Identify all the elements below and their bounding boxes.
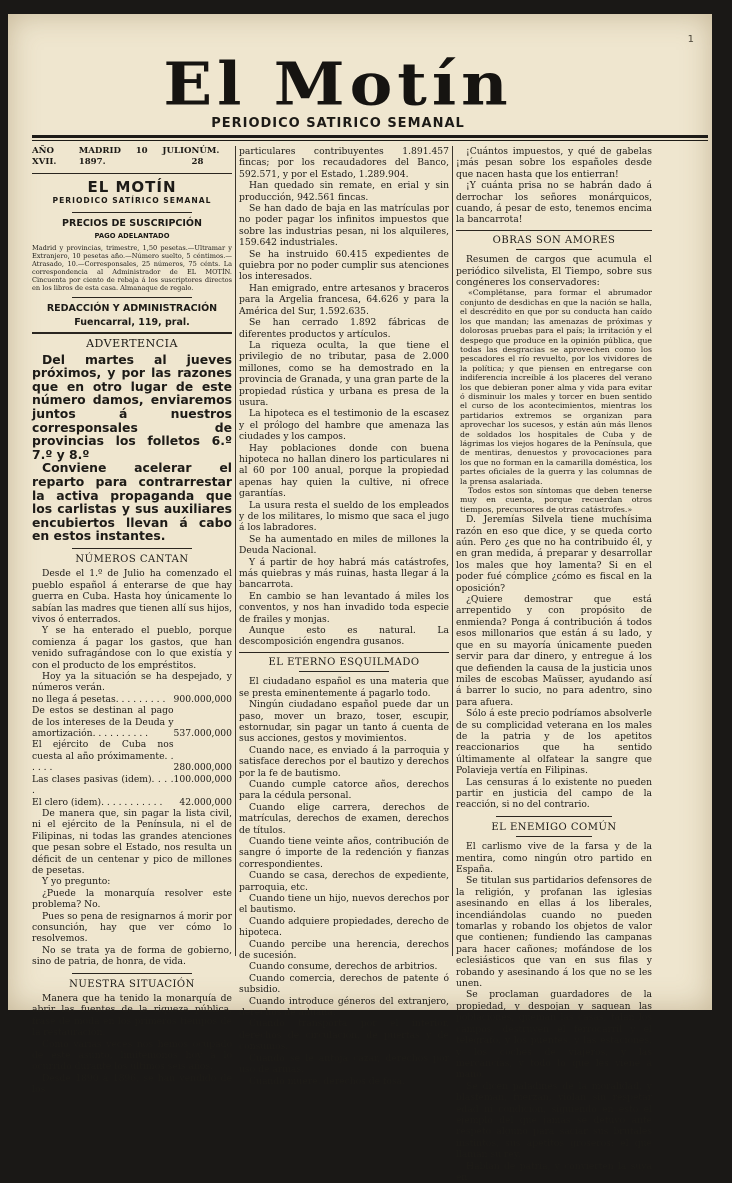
- paragraph: ¡Y cuánta prisa no se habrán dado á derrochar los señores monárquicos, cuando, á pesar de esto, tenemos encima la bancarrota!: [456, 180, 652, 226]
- paragraph: Manera que ha tenido la monarquía de abrir las fuentes de la riqueza pública, frase de moda en los primeros tiempos de la restauración.: [32, 993, 232, 1039]
- dateline-year: AÑO XVII.: [32, 146, 57, 168]
- paragraph: Sólo á este precio podríamos absolverle de su complicidad veterana en los males de la patria y de los apetitos reaccionarios que ha sentido últimamente al olfatear la sangre que Polavieja vertía en Filipinas.: [456, 708, 652, 777]
- newspaper-page: [8, 14, 712, 1183]
- dateline-number: NÚM. 28: [191, 146, 220, 168]
- masthead-rule-thin: [32, 140, 708, 141]
- inner-logo: EL MOTÍN: [87, 177, 177, 196]
- dateline: [32, 146, 232, 169]
- divider: [32, 173, 232, 174]
- table-row: Las clases pasivas (idem). . . . . 100.000,000: [32, 773, 232, 797]
- paragraph: No se trata ya de forma de gobierno, sino de patria, de honra, de vida.: [32, 944, 232, 968]
- paragraph: Cuando introduce géneros del extranjero, derechos de aduana.: [239, 995, 449, 1019]
- divider: [72, 973, 192, 974]
- masthead-subtitle: PERIODICO SATIRICO SEMANAL: [211, 116, 465, 131]
- prices-title: PRECIOS DE SUSCRIPCIÓN: [62, 217, 202, 229]
- paragraph: Pues so pena de resignarnos á morir por consunción, hay que ver cómo lo resolvemos.: [32, 910, 232, 945]
- paragraph: Cuando transporta por el interior, derechos de circulación, de puertas y de consumos.: [239, 1018, 449, 1053]
- paragraph: Han quedado sin remate, en erial y sin producción, 942.561 fincas.: [239, 180, 449, 203]
- paragraph: Y se ha enterado el pueblo, porque comienza á pagar los gastos, que han venido sufragándose con lo que existía y con el producto de los empréstitos.: [32, 625, 232, 671]
- paragraph: Desde 1890 á 1896, se han vendido de los: [32, 1072, 232, 1096]
- paragraph: Cuando consume, derechos de arbitrios.: [249, 961, 438, 973]
- column-divider: [235, 146, 236, 956]
- table-row: De estos se destinan al pago de los intereses de la Deuda y amortización. . . . . . . . . . 537.000,000: [32, 705, 232, 740]
- divider: [299, 671, 389, 672]
- column-divider: [452, 146, 453, 956]
- table-row: El ejército de Cuba nos cuesta al año próximamente. . . . . . 280.000,000: [32, 739, 232, 774]
- paragraph: Hoy ya la situación se ha despejado, y números verán.: [32, 671, 232, 694]
- advert-title: ADVERTENCIA: [86, 337, 178, 351]
- paragraph: Cuando cumple catorce años, derechos para la cédula personal.: [239, 778, 449, 802]
- table-row: El clero (idem). . . . . . . . . . . 42.000,000: [32, 796, 232, 808]
- page-number: 1: [687, 34, 694, 45]
- paragraph: De manera que, sin pagar la lista civil, ni el ejército de la Península, ni el de Filipinas, ni todas las grandes atenciones que pesan sobre el Estado, nos resulta un déficit de un centenar y pico de millones de pesetas.: [32, 807, 232, 876]
- paragraph: Se han cerrado 1.892 fábricas de diferentes productos y artículos.: [239, 317, 449, 340]
- divider: [72, 212, 192, 213]
- paragraph: Aunque esto es natural. La descomposición engendra gusanos.: [239, 625, 449, 648]
- paragraph: particulares contribuyentes 1.891.457 fincas; por los recaudadores del Banco, 592.571, y por el Estado, 1.289.904.: [239, 146, 449, 180]
- paragraph: Y á partir de hoy habrá más catástrofes, más quiebras y más ruinas, hasta llegar á la bancarrota.: [239, 556, 449, 591]
- advert-body: [32, 353, 232, 543]
- paragraph: Hablan de patria, y convierten la suya en: [456, 1160, 652, 1183]
- divider: [516, 249, 592, 250]
- divider: [239, 652, 449, 653]
- enemigo-title: EL ENEMIGO COMÚN: [491, 821, 617, 833]
- paragraph: Cuando tiene veinte años, contribución de sangre ó importe de la redención y fianzas correspondientes.: [239, 835, 449, 870]
- dateline-date: MADRID 10 JULIO 1897.: [78, 146, 192, 168]
- divider: [72, 548, 192, 549]
- paragraph: La riqueza oculta, la que tiene el privilegio de no tributar, pasa de 2.000 millones, como se ha demostrado en la provincia de Granada, y una gran parte de la propiedad rústica y urbana es presa de la usura.: [239, 339, 449, 408]
- paragraph: Hay poblaciones donde con buena hipoteca no hallan dinero los particulares ni al 60 por 100 anual, porque la propiedad apenas hay quien la cultive, ni ofrece garantías.: [239, 442, 449, 500]
- inner-logo-subtitle: PERIODICO SATÍRICO SEMANAL: [52, 196, 212, 206]
- paragraph: D. Jeremías Silvela tiene muchísima razón en eso que dice, y se queda corto aún. Pero ¿es que no ha contribuido él, y en gran medida, á preparar y desarrollar los males que hoy lamenta? Si en el poder fué cómplice ¿cómo es fiscal en la oposición?: [456, 514, 652, 594]
- quote-paragraph: «Complétanse, para formar el abrumador conjunto de desdichas en que la nación se halla, el descrédito en que por su conducta han caído los que mandan; las amenazas de próximas y dolorosas pruebas para el país; la irritación y el despego que produce en la opinión pública, que todas las desgracias se aprovechen como los pescadores el río revuelto, por los vividores de la política; y que piensen en entregarse con indiferencia increíble á los placeres del verano los que debieran poner alma y vida para evitar ó disminuir los males y torcer en buen sentido el curso de los acontecimientos, mientras los partidarios extremos se organizan para aprovechar los sucesos, y están aún más llenos de soldados los hospitales de Cuba y de lágrimas los viejos hogares de la Península, que de mentiras, denuestos y provocaciones para los que no forman en la camarilla doméstica, los partes oficiales de la guerra y las columnas de la prensa asalariada.: [460, 288, 652, 486]
- divider: [516, 836, 592, 837]
- admin-address: Fuencarral, 119, pral.: [74, 316, 190, 328]
- paragraph: Cuando se le antoja cazar, derechos por uso de armas.: [239, 1052, 449, 1076]
- paragraph: Cuando se casa, derechos de expediente, parroquia, etc.: [239, 870, 449, 893]
- paragraph: ¿Quiere demostrar que está arrepentido y con propósito de enmienda? Ponga á contribución á todos esos millonarios que están á su lado, y que en su mayoría únicamente pueden servir para dar dinero, y entregue á los que defienden la causa de la justicia unos miles de escobas Maüsser, ayudando así á barrer lo sucio, no para adentro, sino para afuera.: [456, 594, 652, 708]
- paragraph: Se han dado de baja en las matrículas por no poder pagar los infinitos impuestos que sobre las industrias pesan, ni los alquileres, 159.642 industriales.: [239, 203, 449, 249]
- budget-table: [32, 694, 232, 808]
- paragraph: Se proclaman guardadores de la propiedad, y despojan y saquean las poblaciones, queman las casas, talan los campos, destruyen el ferrocarril y el telégrafo, y los puentes, y las estaciones, y los coches de viajeros, y las mercancías, y todo lo que les viene á mano.: [456, 989, 652, 1081]
- paragraph: El ciudadano español es una materia que se presta eminentemente á pagarlo todo.: [239, 676, 449, 699]
- column-1: [32, 146, 232, 1096]
- paragraph: Han emigrado, entre artesanos y braceros para la Argelia francesa, 64.626 y para la América del Sur, 1.592.635.: [239, 282, 449, 317]
- paragraph: Las censuras á lo existente no pueden partir en justicia del campo de la reacción, si no del contrario.: [456, 776, 652, 811]
- advert-paragraph: Conviene acelerar el reparto para contrarrestar la activa propaganda que los carlistas y sus auxiliares encubiertos llevan á cabo en estos instantes.: [32, 460, 232, 544]
- advert-paragraph: Del martes al jueves próximos, y por las razones que en otro lugar de este número damos, enviaremos juntos á nuestros corresponsales de provincias los folletos 6.º 7.º y 8.º: [32, 351, 232, 462]
- divider: [32, 332, 232, 334]
- paragraph: Se ha instruido 60.415 expedientes de quiebra por no poder cumplir sus atenciones los interesados.: [239, 248, 449, 283]
- paragraph: La hipoteca es el testimonio de la escasez y el prólogo del hambre que amenaza las ciudades y los campos.: [239, 408, 449, 443]
- divider: [496, 816, 612, 817]
- divider: [456, 230, 652, 231]
- paragraph: Se ha aumentado en miles de millones la Deuda Nacional.: [239, 533, 449, 557]
- quote-paragraph: Todos estos son síntomas que deben tenerse muy en cuenta, porque recuerdan otros tiempos, precursores de otras catástrofes.»: [460, 486, 652, 514]
- paragraph: Resumen de cargos que acumula el periódico silvelista, El Tiempo, sobre sus congéneres los conservadores:: [456, 254, 652, 289]
- paragraph: Cuando tiene un hijo, nuevos derechos por el bautismo.: [239, 893, 449, 916]
- divider: [72, 297, 192, 298]
- admin-title: REDACCIÓN Y ADMINISTRACIÓN: [46, 303, 218, 315]
- esquilmado-title: EL ETERNO ESQUILMADO: [268, 656, 420, 668]
- paragraph: Se titulan sus partidarios defensores de la religión, y profanan las iglesias asesinando en ellas á los liberales, incendiándolas cuando no pueden tomarlas y robando los objetos de valor que contienen; fundiendo las campanas para hacer cañones; mofándose de los eclesiásticos que van en sus filas y robando y asesinando á los que no se les unen.: [456, 875, 652, 990]
- numeros-title: NÚMEROS CANTAN: [75, 553, 189, 565]
- paragraph: ¿Puede la monarquía resolver este problema? No.: [32, 887, 232, 911]
- prices-text: Madrid y provincias, trimestre, 1,50 pesetas.—Ultramar y Extranjero, 10 pesetas año.—Número suelto, 5 céntimos.— Atrasado, 10.—Corresponsales, 25 números, 75 cénts. La correspondencia al Administrador de EL MOTÍN. Cincuenta por ciento de rebaja á los suscriptores directos en los libros de esta casa. Almanaque de regalo.: [32, 244, 232, 293]
- paragraph: Cuando comercia, derechos de patente ó subsidio.: [239, 972, 449, 996]
- situacion-title: NUESTRA SITUACIÓN: [69, 978, 195, 990]
- paragraph: Se dicen paladines de la moralidad, y blasfeman, fuerzan, violan sin respetar edad ni condición, siguiendo en esto el ejemplo del que jamás se detuvo ante respeto alguno para saciar sus brutales instintos, sus apetitos groseros: el que llaman su rey.: [456, 1080, 652, 1161]
- column-3: [456, 146, 652, 1183]
- paragraph: Cuando muere, derechos de fosa.: [249, 1075, 406, 1087]
- paragraph: Cuando percibe una herencia, derechos de sucesión.: [239, 938, 449, 962]
- paragraph: En cambio se han levantado á miles los conventos, y nos han invadido toda especie de frailes y monjas.: [239, 590, 449, 625]
- paragraph: Ningún ciudadano español puede dar un paso, mover un brazo, toser, escupir, estornudar, sin pagar un tanto á cuenta de sus acciones, gestos y movimientos.: [239, 699, 449, 745]
- masthead-rule-thick: [32, 135, 708, 138]
- quote-block: [460, 288, 652, 514]
- table-row: no llega á pesetas. . . . . . . . . 900.000,000: [32, 693, 232, 705]
- column-2: [239, 146, 449, 1087]
- paragraph: Cuando elige carrera, derechos de matrículas, derechos de examen, derechos de títulos.: [239, 801, 449, 836]
- amores-title: OBRAS SON AMORES: [492, 234, 616, 246]
- masthead-title: El Motín: [163, 50, 513, 120]
- paragraph: Desde el 1.º de Julio ha comenzado el pueblo español á enterarse de que hay guerra en Cuba. Hasta hoy únicamente lo sabían las madres que tienen allí sus hijos, vivos ó enterrados.: [32, 568, 232, 625]
- paragraph: Y yo pregunto:: [42, 876, 111, 888]
- paragraph: Como varias veces nos hemos ocupado de este asunto, limitémonos hoy á lo ocurrido durante los últimos seis años.: [32, 1038, 232, 1073]
- paragraph: Cuando nace, es enviado á la parroquia y satisface derechos por el bautizo y derechos por la fe de bautismo.: [239, 744, 449, 779]
- paragraph: El carlismo vive de la farsa y de la mentira, como ningún otro partido en España.: [456, 841, 652, 875]
- paragraph: Cuando adquiere propiedades, derecho de hipoteca.: [239, 915, 449, 939]
- paragraph: La usura resta el sueldo de los empleados y de los militares, lo mismo que saca el jugo á los labradores.: [239, 499, 449, 534]
- paragraph: ¡Cuántos impuestos, y qué de gabelas ¡más pesan sobre los españoles desde que nacen hasta que los entierran!: [456, 146, 652, 180]
- prices-subtitle: PAGO ADELANTADO: [94, 232, 170, 241]
